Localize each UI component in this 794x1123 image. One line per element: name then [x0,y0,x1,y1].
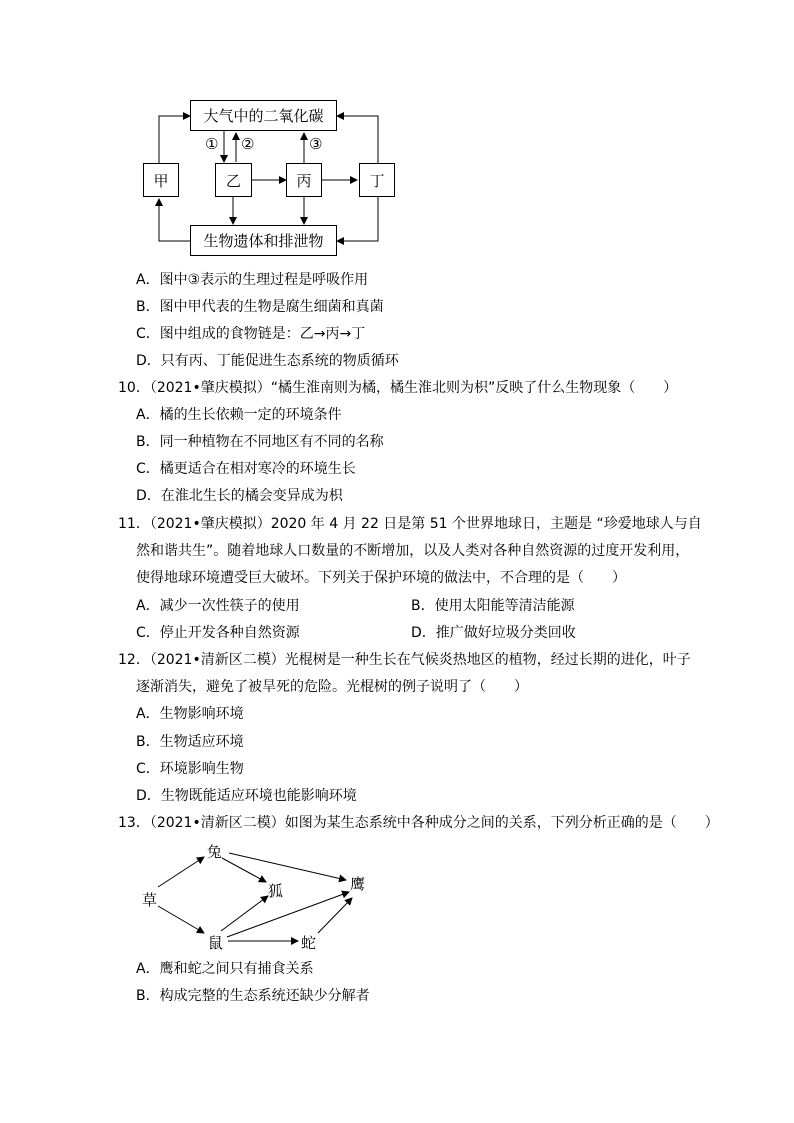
remains-excreta-box: 生物遗体和排泄物 [190,225,337,256]
q11-option-a: A．减少一次性筷子的使用 [136,598,300,614]
q10-stem: 10．（2021•肇庆模拟）“橘生淮南则为橘，橘生淮北则为枳”反映了什么生物现象（ ） [118,380,678,396]
q13-option-a: A．鹰和蛇之间只有捕食关系 [136,961,314,977]
node-snake: 蛇 [301,934,317,952]
node-mouse: 鼠 [208,934,224,952]
q9-option-c: C．图中组成的食物链是：乙→丙→丁 [136,326,366,342]
q13-stem: 13．（2021•清新区二模）如图为某生态系统中各种成分之间的关系，下列分析正确的是（ ） [118,815,719,831]
q11-option-b: B．使用太阳能等清洁能源 [411,598,575,614]
q11-stem-line1: 11．（2021•肇庆模拟）2020 年 4 月 22 日是第 51 个世界地球日，主题是 “珍爱地球人与自 [118,516,702,532]
process-label-1: ① [205,135,219,153]
q9-option-a: A．图中③表示的生理过程是呼吸作用 [136,272,369,288]
q9-option-b: B．图中甲代表的生物是腐生细菌和真菌 [136,299,384,315]
q11-option-c: C．停止开发各种自然资源 [136,625,300,641]
q11-option-d: D．推广做好垃圾分类回收 [411,625,576,641]
yi-box: 乙 [215,163,252,197]
node-eagle: 鹰 [350,875,366,893]
q11-stem-line2: 然和谐共生”。随着地球人口数量的不断增加，以及人类对各种自然资源的过度开发利用， [136,543,690,559]
node-fox: 狐 [268,882,284,900]
atmosphere-co2-box: 大气中的二氧化碳 [190,100,337,131]
q12-option-d: D．生物既能适应环境也能影响环境 [136,788,357,804]
q10-option-c: C．橘更适合在相对寒冷的环境生长 [136,461,356,477]
q10-option-a: A．橘的生长依赖一定的环境条件 [136,407,342,423]
process-label-3: ③ [309,135,323,153]
q10-option-d: D．在淮北生长的橘会变异成为枳 [136,488,343,504]
q12-option-c: C．环境影响生物 [136,761,244,777]
q11-stem-line3: 使得地球环境遭受巨大破坏。下列关于保护环境的做法中，不合理的是（ ） [136,570,626,586]
q12-option-b: B．生物适应环境 [136,734,244,750]
node-grass: 草 [142,891,158,909]
q12-option-a: A．生物影响环境 [136,706,244,722]
ding-box: 丁 [359,163,395,197]
node-rabbit: 兔 [207,843,223,861]
bing-box: 丙 [286,163,322,197]
q9-option-d: D．只有丙、丁能促进生态系统的物质循环 [136,353,399,369]
q13-option-b: B．构成完整的生态系统还缺少分解者 [136,988,370,1004]
jia-box: 甲 [143,163,179,197]
process-label-2: ② [241,135,255,153]
q12-stem-line1: 12．（2021•清新区二模）光棍树是一种生长在气候炎热地区的植物，经过长期的进化，叶子 [118,652,691,668]
q10-option-b: B．同一种植物在不同地区有不同的名称 [136,434,384,450]
q12-stem-line2: 逐渐消失，避免了被旱死的危险。光棍树的例子说明了（ ） [136,679,528,695]
